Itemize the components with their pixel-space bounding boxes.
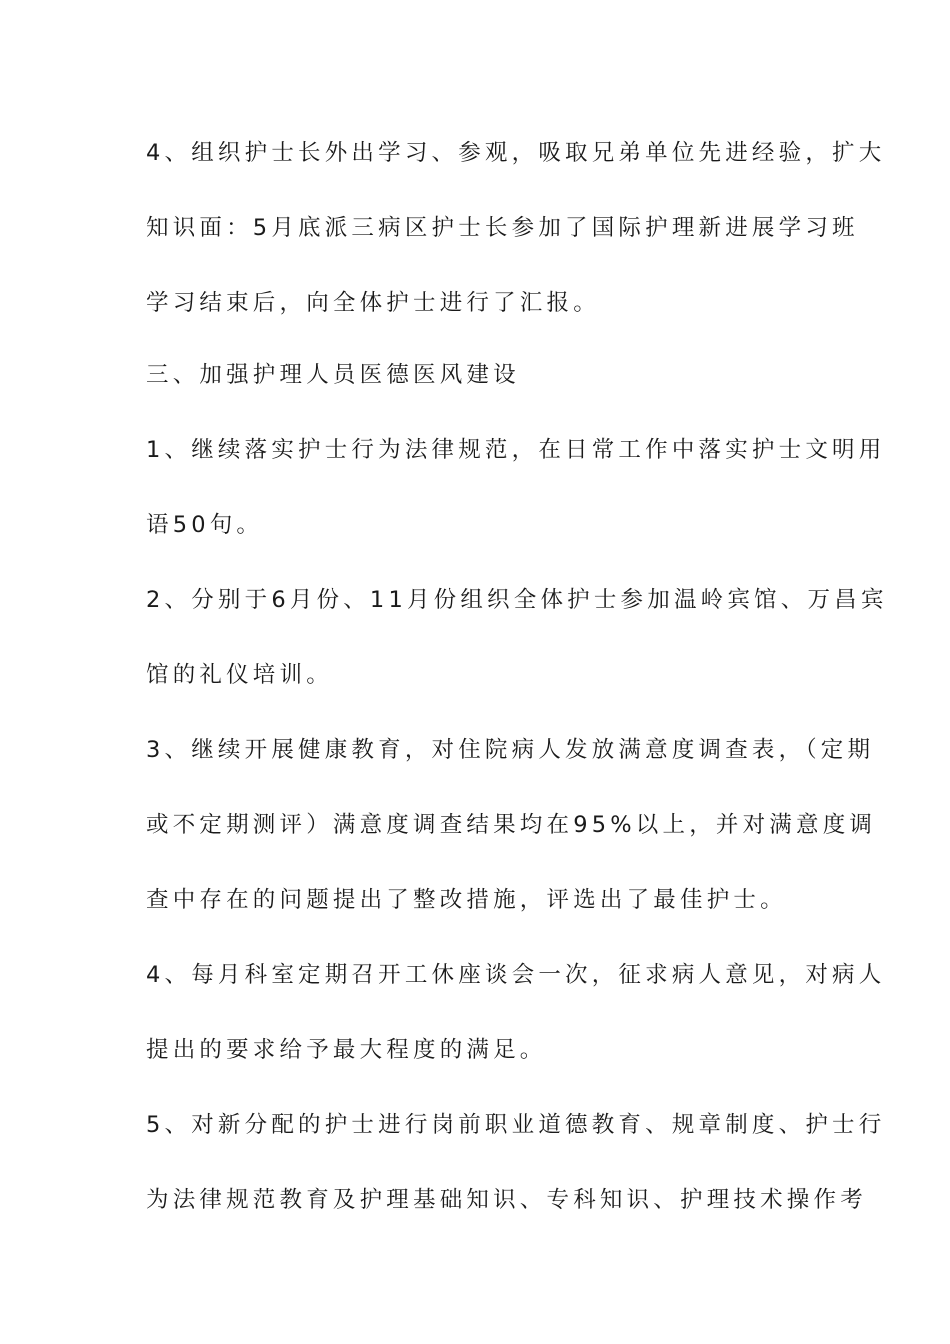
text-line: 1、继续落实护士行为法律规范，在日常工作中落实护士文明用	[146, 437, 886, 463]
text-line: 为法律规范教育及护理基础知识、专科知识、护理技术操作考	[146, 1187, 867, 1213]
section-heading: 三、加强护理人员医德医风建设	[146, 362, 520, 388]
text-line: 2、分别于6月份、11月份组织全体护士参加温岭宾馆、万昌宾	[146, 587, 888, 613]
text-line: 5、对新分配的护士进行岗前职业道德教育、规章制度、护士行	[146, 1112, 886, 1138]
text-line: 或不定期测评）满意度调查结果均在95%以上，并对满意度调	[146, 812, 877, 838]
text-line: 3、继续开展健康教育，对住院病人发放满意度调查表，（定期	[146, 737, 875, 763]
text-line: 4、每月科室定期召开工休座谈会一次，征求病人意见，对病人	[146, 962, 886, 988]
text-line: 4、组织护士长外出学习、参观，吸取兄弟单位先进经验，扩大	[146, 140, 886, 166]
text-line: 提出的要求给予最大程度的满足。	[146, 1037, 547, 1063]
text-line: 馆的礼仪培训。	[146, 662, 333, 688]
text-line: 查中存在的问题提出了整改措施，评选出了最佳护士。	[146, 887, 787, 913]
text-line: 语50句。	[146, 512, 264, 538]
text-line: 学习结束后，向全体护士进行了汇报。	[146, 290, 600, 316]
text-line: 知识面：5月底派三病区护士长参加了国际护理新进展学习班	[146, 215, 859, 241]
